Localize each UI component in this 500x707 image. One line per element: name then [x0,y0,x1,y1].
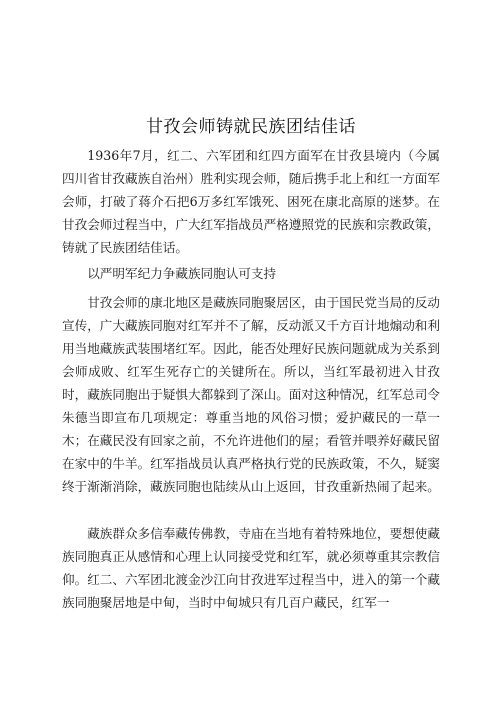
paragraph-body-2: 藏族群众多信奉藏传佛教，寺庙在当地有着特殊地位，要想使藏族同胞真正从感情和心理上认同接受党和红军，就必须尊重其宗教信仰。红二、六军团北渡金沙江向甘孜进军过程当中，进入的第一个藏族同胞聚居地是中甸，当时中甸城只有几百户藏民，红军一 [62,526,440,610]
paragraph-body-1: 甘孜会师的康北地区是藏族同胞聚居区，由于国民党当局的反动宣传，广大藏族同胞对红军并不了解，反动派又千方百计地煽动和利用当地藏族武装围堵红军。因此，能否处理好民族问题就成为关系到会师成败、红军生死存亡的关键所在。所以，当红军最初进入甘孜时，藏族同胞出于疑惧大都躲到了深山。面对这种情况，红军总司令朱德当即宣布几项规定：尊重当地的风俗习惯；爱护藏民的一草一木；在藏民没有回家之前，不允许进他们的屋；看管并喂养好藏民留在家中的牛羊。红军指战员认真严格执行党的民族政策，不久，疑窦终于渐渐消除，藏族同胞也陆续从山上返回，甘孜重新热闹了起来。 [62,295,440,494]
paragraph-intro: 1936年7月，红二、六军团和红四方面军在甘孜县境内（今属四川省甘孜藏族自治州）胜利实现会师，随后携手北上和红一方面军会师，打破了蒋介石把6万多红军饿死、困死在康北高原的迷梦。在甘孜会师过程当中，广大红军指战员严格遵照党的民族和宗教政策，铸就了民族团结佳话。 [62,148,440,255]
section-heading: 以严明军纪力争藏族同胞认可支持 [87,266,277,281]
document-title: 甘孜会师铸就民族团结佳话 [146,117,356,137]
